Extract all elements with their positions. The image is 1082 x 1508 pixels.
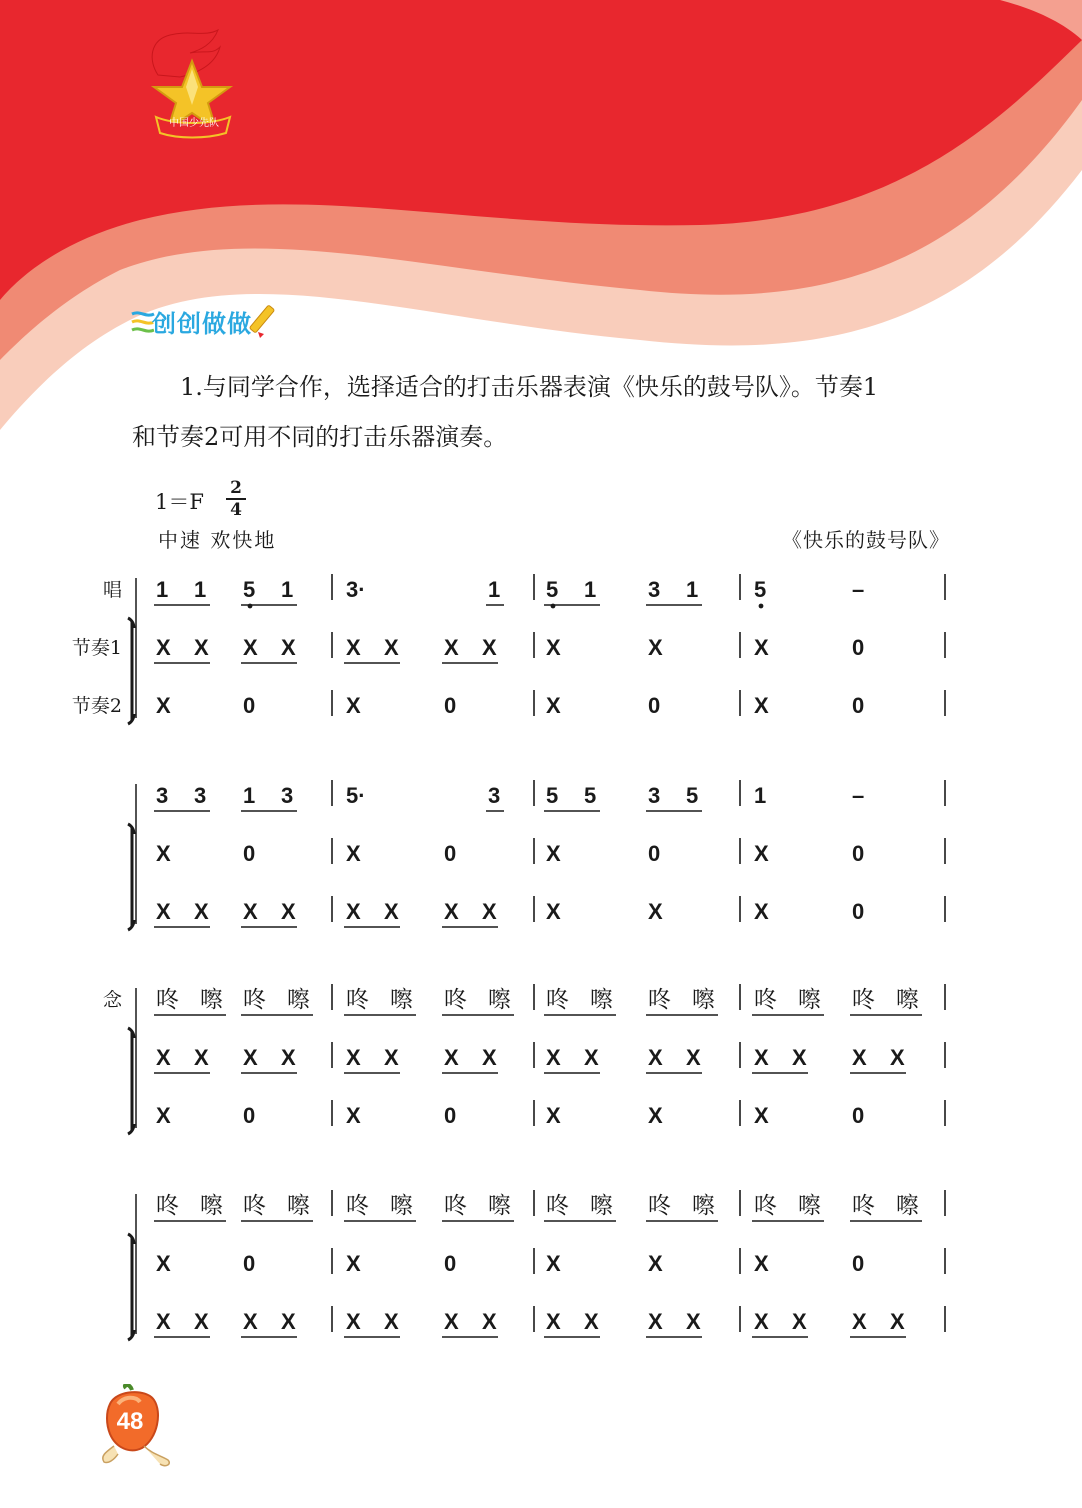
- time-signature-bottom: 4: [230, 499, 242, 520]
- octave-dot: [759, 604, 764, 609]
- rhythm-note: X: [852, 1045, 867, 1070]
- rhythm-note: X: [444, 899, 459, 924]
- chant-syllable: 咚: [852, 1193, 875, 1219]
- rhythm-note: 0: [444, 693, 457, 718]
- melody-note: 5·: [346, 783, 366, 808]
- rhythm-note: 0: [444, 1251, 457, 1276]
- rhythm-note: X: [482, 635, 497, 660]
- rhythm-note: X: [346, 899, 361, 924]
- rhythm-note: X: [156, 1251, 171, 1276]
- rhythm-note: X: [243, 899, 258, 924]
- chant-syllable: 嚓: [287, 1193, 310, 1219]
- rhythm-note: X: [792, 1309, 807, 1334]
- chant-syllable: 嚓: [200, 987, 223, 1013]
- rhythm-note: 0: [444, 1103, 457, 1128]
- rhythm-note: X: [792, 1045, 807, 1070]
- pencil-icon: [249, 305, 274, 338]
- rhythm-note: X: [346, 841, 361, 866]
- rhythm-note: X: [156, 635, 171, 660]
- rhythm-note: X: [194, 635, 209, 660]
- rhythm-note: X: [754, 1103, 769, 1128]
- rhythm-score: [0, 560, 1082, 1380]
- chant-syllable: 嚓: [488, 1193, 511, 1219]
- rhythm-note: 0: [648, 841, 661, 866]
- rhythm-note: 0: [852, 1251, 865, 1276]
- rhythm-note: 0: [852, 841, 865, 866]
- rhythm-note: X: [754, 1045, 769, 1070]
- time-signature: [226, 478, 246, 520]
- time-signature-top: 2: [230, 478, 242, 498]
- rhythm-note: X: [584, 1045, 599, 1070]
- chant-syllable: 咚: [754, 987, 777, 1013]
- chant-syllable: 嚓: [798, 1193, 821, 1219]
- melody-note: 5: [546, 577, 559, 602]
- rhythm-note: X: [546, 693, 561, 718]
- melody-note: 5: [754, 577, 767, 602]
- key-signature: 1＝F: [155, 490, 204, 514]
- rhythm-note: 0: [852, 693, 865, 718]
- rhythm-note: 0: [243, 1103, 256, 1128]
- rhythm-note: X: [281, 1309, 296, 1334]
- rhythm-note: 0: [243, 693, 256, 718]
- rhythm-note: X: [194, 1309, 209, 1334]
- rhythm-note: X: [482, 899, 497, 924]
- rhythm-note: X: [686, 1309, 701, 1334]
- rhythm-note: X: [546, 1045, 561, 1070]
- melody-note: 1: [243, 783, 256, 808]
- rhythm-note: X: [156, 841, 171, 866]
- rhythm-note: X: [384, 1309, 399, 1334]
- rhythm-note: X: [281, 635, 296, 660]
- rhythm-note: X: [156, 899, 171, 924]
- rhythm-note: X: [648, 1103, 663, 1128]
- melody-note: 5: [686, 783, 699, 808]
- rhythm-note: X: [890, 1045, 905, 1070]
- rhythm-note: X: [156, 1103, 171, 1128]
- chant-syllable: 咚: [156, 1193, 179, 1219]
- chant-syllable: 咚: [546, 987, 569, 1013]
- rhythm-note: X: [546, 1309, 561, 1334]
- melody-note: 1: [488, 577, 501, 602]
- rhythm-note: X: [156, 1309, 171, 1334]
- rhythm-note: X: [754, 693, 769, 718]
- chant-syllable: 嚓: [390, 987, 413, 1013]
- rhythm-note: X: [346, 693, 361, 718]
- rhythm-note: X: [754, 841, 769, 866]
- melody-note: 1: [754, 783, 767, 808]
- melody-note: 3: [194, 783, 207, 808]
- chant-syllable: 嚓: [590, 1193, 613, 1219]
- rhythm-note: X: [648, 1045, 663, 1070]
- melody-note: 3: [648, 783, 661, 808]
- rhythm-note: X: [852, 1309, 867, 1334]
- rhythm-note: X: [243, 635, 258, 660]
- rhythm-note: 0: [444, 841, 457, 866]
- system-bracket: [128, 1234, 134, 1340]
- rhythm-note: X: [482, 1309, 497, 1334]
- chant-syllable: 咚: [346, 987, 369, 1013]
- system-bracket: [128, 824, 134, 930]
- rhythm-note: X: [384, 1045, 399, 1070]
- system-bracket: [128, 618, 134, 724]
- row-label: 节奏1: [71, 637, 122, 659]
- rhythm-note: X: [754, 1251, 769, 1276]
- rhythm-note: X: [584, 1309, 599, 1334]
- rhythm-note: X: [686, 1045, 701, 1070]
- chant-syllable: 咚: [852, 987, 875, 1013]
- rhythm-note: X: [156, 693, 171, 718]
- rhythm-note: 0: [243, 1251, 256, 1276]
- chant-syllable: 咚: [546, 1193, 569, 1219]
- instruction-line-1: 1.与同学合作，选择适合的打击乐器表演《快乐的鼓号队》。节奏1: [180, 373, 879, 401]
- rhythm-note: X: [546, 841, 561, 866]
- row-label: 节奏2: [71, 695, 122, 717]
- rhythm-note: X: [194, 1045, 209, 1070]
- rhythm-note: X: [346, 1251, 361, 1276]
- score-system: [128, 1190, 945, 1340]
- melody-note: –: [852, 577, 865, 602]
- rhythm-note: X: [281, 1045, 296, 1070]
- emblem-ribbon-text: 中国少先队: [169, 118, 219, 129]
- rhythm-note: X: [384, 899, 399, 924]
- rhythm-note: X: [648, 1309, 663, 1334]
- system-bracket: [128, 1028, 134, 1134]
- instruction-line-2: 和节奏2可用不同的打击乐器演奏。: [132, 423, 508, 451]
- melody-note: 1: [194, 577, 207, 602]
- chant-syllable: 嚓: [692, 1193, 715, 1219]
- melody-note: 5: [584, 783, 597, 808]
- rhythm-note: 0: [648, 693, 661, 718]
- rhythm-note: X: [243, 1309, 258, 1334]
- rhythm-note: X: [346, 1309, 361, 1334]
- chant-syllable: 嚓: [200, 1193, 223, 1219]
- chant-syllable: 嚓: [896, 1193, 919, 1219]
- rhythm-note: X: [156, 1045, 171, 1070]
- melody-note: 1: [281, 577, 294, 602]
- score-system: [128, 780, 945, 930]
- chant-syllable: 咚: [444, 1193, 467, 1219]
- rhythm-note: 0: [243, 841, 256, 866]
- rhythm-note: X: [890, 1309, 905, 1334]
- melody-note: 3: [281, 783, 294, 808]
- rhythm-note: X: [754, 635, 769, 660]
- rhythm-note: 0: [852, 635, 865, 660]
- rhythm-note: X: [648, 899, 663, 924]
- score-system: [103, 984, 945, 1134]
- chant-syllable: 嚓: [590, 987, 613, 1013]
- chant-syllable: 咚: [346, 1193, 369, 1219]
- chant-syllable: 嚓: [896, 987, 919, 1013]
- rhythm-note: 0: [852, 899, 865, 924]
- rhythm-note: X: [546, 899, 561, 924]
- instruction-text: [132, 362, 962, 462]
- chant-syllable: 嚓: [390, 1193, 413, 1219]
- chant-syllable: 嚓: [488, 987, 511, 1013]
- rhythm-note: X: [243, 1045, 258, 1070]
- rhythm-note: X: [194, 899, 209, 924]
- rhythm-note: X: [546, 635, 561, 660]
- song-title: 《快乐的鼓号队》: [782, 528, 950, 552]
- chant-syllable: 咚: [444, 987, 467, 1013]
- chant-syllable: 咚: [648, 1193, 671, 1219]
- tempo-marking: 中速 欢快地: [158, 528, 277, 552]
- melody-note: 3: [156, 783, 169, 808]
- chant-syllable: 咚: [243, 1193, 266, 1219]
- section-title: 创创做做: [152, 310, 252, 338]
- rhythm-note: X: [444, 635, 459, 660]
- row-label: 念: [102, 989, 122, 1011]
- score-system: [72, 574, 945, 724]
- melody-note: 5: [546, 783, 559, 808]
- melody-note: 1: [584, 577, 597, 602]
- melody-note: 5: [243, 577, 256, 602]
- young-pioneers-emblem-icon: [130, 25, 255, 150]
- melody-note: 3·: [346, 577, 366, 602]
- chant-syllable: 咚: [243, 987, 266, 1013]
- rhythm-note: X: [754, 899, 769, 924]
- rhythm-note: X: [444, 1045, 459, 1070]
- melody-note: 1: [686, 577, 699, 602]
- chant-syllable: 嚓: [287, 987, 310, 1013]
- melody-note: 3: [488, 783, 501, 808]
- rhythm-note: X: [346, 1103, 361, 1128]
- rhythm-note: X: [754, 1309, 769, 1334]
- chant-syllable: 嚓: [798, 987, 821, 1013]
- melody-note: –: [852, 783, 865, 808]
- rhythm-note: X: [384, 635, 399, 660]
- melody-note: 3: [648, 577, 661, 602]
- rhythm-note: X: [648, 635, 663, 660]
- melody-note: 1: [156, 577, 169, 602]
- rhythm-note: X: [546, 1103, 561, 1128]
- page-number: 48: [116, 1408, 144, 1435]
- rhythm-note: X: [482, 1045, 497, 1070]
- rhythm-note: X: [346, 1045, 361, 1070]
- rhythm-note: X: [648, 1251, 663, 1276]
- rhythm-note: X: [546, 1251, 561, 1276]
- chant-syllable: 咚: [648, 987, 671, 1013]
- chant-syllable: 咚: [754, 1193, 777, 1219]
- rhythm-note: 0: [852, 1103, 865, 1128]
- chant-syllable: 咚: [156, 987, 179, 1013]
- rhythm-note: X: [444, 1309, 459, 1334]
- rhythm-note: X: [281, 899, 296, 924]
- rhythm-note: X: [346, 635, 361, 660]
- chant-syllable: 嚓: [692, 987, 715, 1013]
- row-label: 唱: [102, 579, 122, 601]
